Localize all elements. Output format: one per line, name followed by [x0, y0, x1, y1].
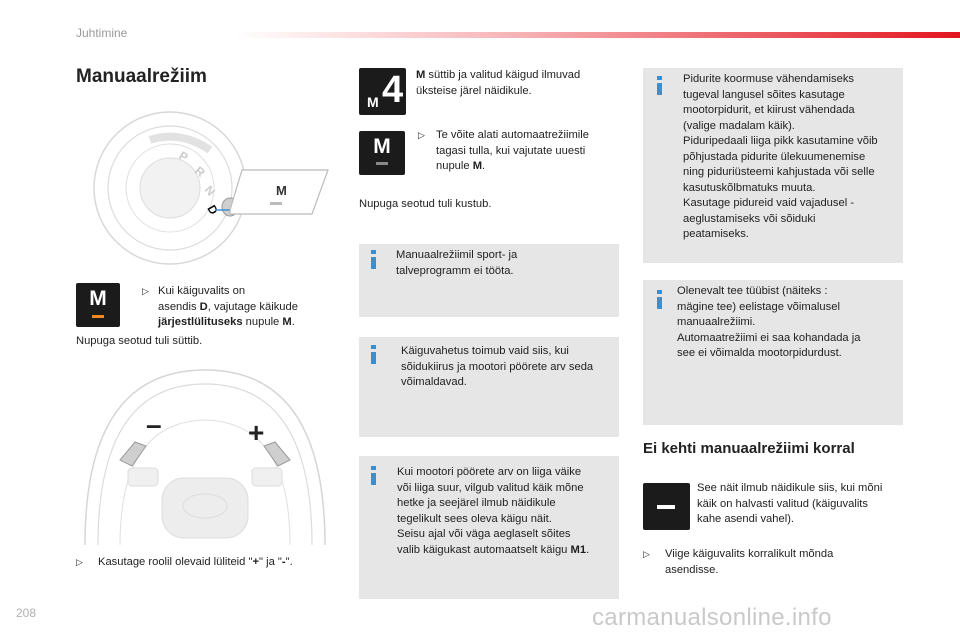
page-number: 208	[16, 606, 37, 620]
section-header: Juhtimine	[76, 26, 128, 40]
info-box-engine-braking: Pidurite koormuse vähendamiseks tugeval langusel sõites kasutage mootorpidurit, et kiirust vähendada (valige madalam käik). Piduripedaali liiga pikk kasutamine võib põhjustada pidurite ülekuumenemise ning piduriüsteemi kahjustada või selle kasutuskõlbmatuks muuta. Kasutage pidureid vaid vajadusel - aeglustamiseks või sõiduki peatamiseks.	[643, 68, 903, 263]
m-button-icon: M	[76, 283, 120, 327]
watermark-text: carmanualsonline.info	[592, 604, 832, 631]
paddle-plus-label: +	[248, 417, 265, 448]
section-subtitle: Ei kehti manuaalrežiimi korral	[643, 440, 855, 457]
step-return-auto: ▷ Te võite alati automaatrežiimile tagasi tulla, kui vajutate uuesti nupule M.	[418, 129, 589, 172]
step-move-selector: ▷ Viige käiguvalits korralikult mõnda asendisse.	[643, 548, 834, 576]
paddle-minus-label: –	[146, 409, 162, 440]
step-select-manual: ▷ Kui käiguvalits on asendis D, vajutage käikude järjestlülituseks nupule M.	[142, 285, 298, 328]
info-icon	[371, 345, 376, 365]
lamp-on-text: Nupuga seotud tuli süttib.	[76, 335, 203, 347]
dash-display-icon	[643, 483, 690, 530]
gear-r-label: R	[192, 163, 208, 180]
info-icon	[371, 250, 376, 270]
m-button-off-icon: M	[359, 131, 405, 175]
info-icon	[657, 76, 662, 96]
page-title: Manuaalrežiim	[76, 66, 207, 87]
gear-selector-illustration	[80, 110, 330, 265]
info-box-sport-winter: Manuaalrežiimil sport- ja talveprogramm ei tööta.	[359, 244, 619, 317]
step-use-paddles: ▷ Kasutage roolil olevaid lüliteid "+" ja "-".	[76, 556, 293, 568]
info-icon	[371, 466, 376, 486]
gear-n-label: N	[201, 182, 219, 199]
info-box-rpm-warning: Kui mootori pöörete arv on liiga väike või liiga suur, vilgub valitud käik mõne hetke ja seejärel ilmub näidikule tegelikult sees oleva käigu näit. Seisu ajal või väga aeglaselt sõites valib käigukast automaatselt käigu M1.	[359, 456, 619, 599]
gear-d-label: D	[204, 202, 221, 218]
dash-display-text: See näit ilmub näidikule siis, kui mõni käik on halvasti valitud (käiguvalits kahe asendi vahel).	[697, 482, 883, 525]
m-lights-text: M süttib ja valitud käigud ilmuvad üksteise järel näidikule.	[416, 69, 581, 97]
info-box-gearshift-conditions: Käiguvahetus toimub vaid siis, kui sõidukiirus ja mootori pöörete arv seda võimaldavad.	[359, 337, 619, 437]
steering-wheel-illustration	[80, 360, 330, 545]
lamp-off-text: Nupuga seotud tuli kustub.	[359, 198, 492, 210]
info-icon	[657, 290, 662, 310]
gear-p-label: P	[176, 148, 191, 165]
info-box-road-type: Olenevalt tee tüübist (näiteks : mägine tee) eelistage võimalusel manuaalrežiimi. Automaatrežiimi ei saa kohandada ja see ei võimalda mootorpidurdust.	[643, 280, 903, 425]
display-gear-icon: M 4	[359, 68, 406, 115]
header-accent-line	[235, 32, 960, 38]
gear-m-button-label: M	[276, 183, 287, 198]
